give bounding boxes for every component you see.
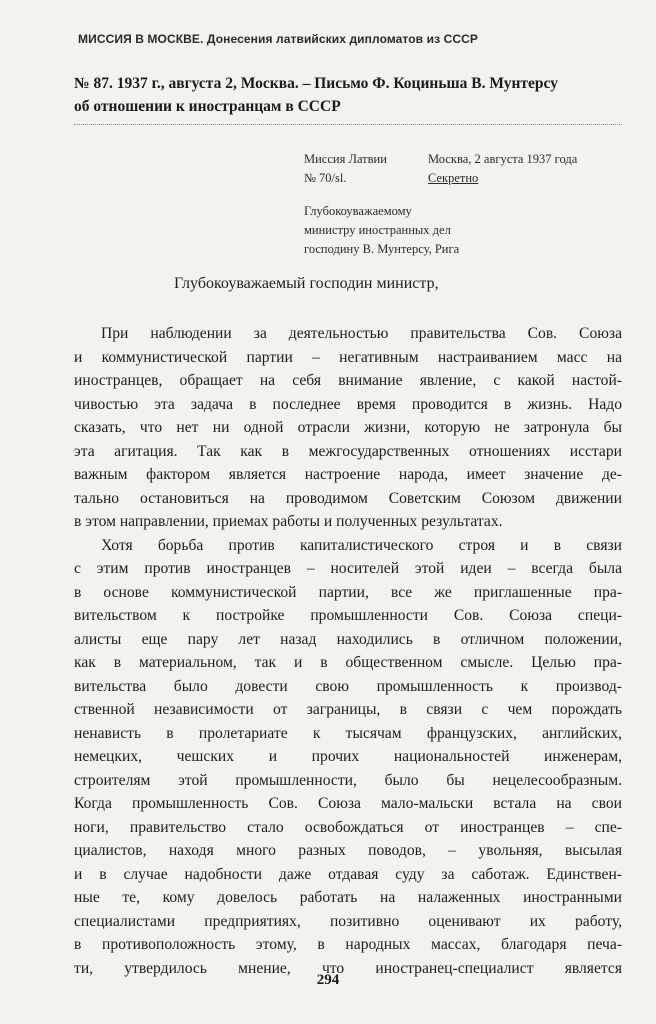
body-line: ноги, правительство стало освобождаться от иностранцев – спе- [74,818,622,836]
body-line: сказать, что нет ни одной отрасли жизни, которую не затронула бы [74,419,622,436]
body-line: При наблюдении за деятельностью правительства Сов. Союза [101,325,622,342]
title-divider [74,124,622,125]
body-line: важным фактором является настроение народа, имеет значение де- [74,466,622,483]
body-line: немецких, чешских и прочих национальностей инженерам, [74,748,622,765]
body-line: эта агитация. Так как в межгосударственных отношениях исстари [74,442,622,460]
letter-date: Москва, 2 августа 1937 года [428,152,578,166]
letter-body [74,322,622,980]
body-line: Хотя борьба против капиталистического строя и в связи [101,536,622,554]
document-title-line: об отношении к иностранцам в СССР [74,98,341,115]
body-line: с этим против иностранцев – носителей этой идеи – всегда была [74,560,622,577]
body-line: специалистами предприятиях, позитивно оценивают их работу, [74,912,622,930]
body-line: чивостью эта задача в последнее время проводится в жизнь. Надо [74,395,622,413]
body-line: ти, утвердилось мнение, что иностранец-специалист является [74,959,622,977]
date-block [428,150,577,188]
sender-mission: Миссия Латвии [304,152,387,166]
body-line: и коммунистической партии – негативным настраиванием масс на [74,348,622,366]
body-line: ные те, кому довелось работать на налаженных иностранными [74,889,622,906]
body-line: как в материальном, так и в общественном смысле. Целью пра- [74,654,622,671]
body-line: в противоположность этому, в народных массах, благодаря печа- [74,936,622,953]
body-line: циалистов, находя много разных поводов, – увольняя, высылая [74,842,622,859]
salutation: Глубокоуважаемый господин министр, [174,275,439,292]
body-line: Когда промышленность Сов. Союза мало-мальски встала на свои [74,795,622,812]
secrecy-mark: Секретно [428,171,479,185]
body-line: в этом направлении, приемах работы и полученных результатах. [74,513,503,530]
addressee-line: господину В. Мунтерсу, Рига [304,242,460,256]
sender-number: № 70/sl. [304,171,347,185]
body-line: в основе коммунистической партии, все же приглашенные пра- [74,583,622,601]
body-line: тально остановиться на проводимом Советским Союзом движении [74,489,622,507]
body-line: и в случае надобности даже отдавая суду за саботаж. Единствен- [74,865,622,883]
body-line: иностранцев, обращает на себя внимание явление, с какой настой- [74,372,622,389]
page-number: 294 [316,972,340,988]
addressee-line: министру иностранных дел [304,223,451,237]
body-line: строителям этой промышленности, было бы нецелесообразным. [74,771,622,789]
body-line: алисты еще пару лет назад находились в отличном положении, [74,630,622,648]
body-line: ненависть в пролетариате к тысячам французских, английских, [74,724,622,742]
document-title [74,72,622,118]
body-line: ственной независимости от заграницы, в связи с чем порождать [74,701,622,718]
sender-block [304,150,387,188]
document-title-line: № 87. 1937 г., августа 2, Москва. – Письмо Ф. Коциньша В. Мунтерсу [74,75,558,92]
running-head: МИССИЯ В МОСКВЕ. Донесения латвийских дипломатов из СССР [78,32,478,46]
addressee-block [304,202,459,259]
body-line: вительства было довести свою промышленность к производ- [74,677,622,695]
addressee-line: Глубокоуважаемому [304,204,412,218]
body-line: вительством к постройке промышленности Сов. Союза специ- [74,607,622,624]
